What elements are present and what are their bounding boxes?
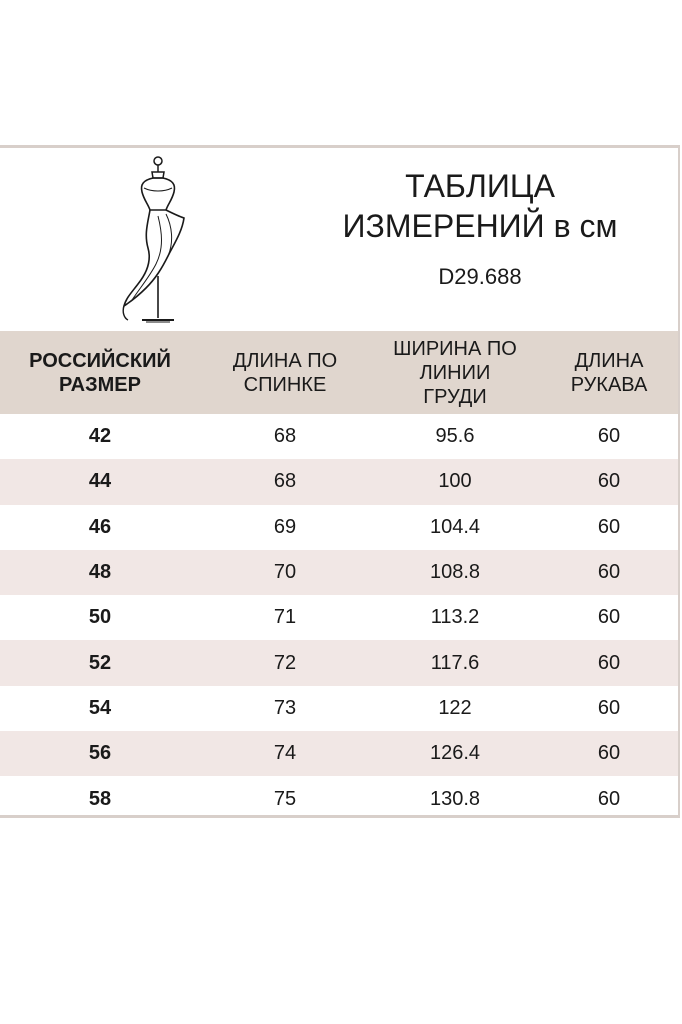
cell-sleeve-length: 60	[597, 470, 621, 493]
table-row	[0, 640, 678, 685]
cell-chest-width: 113.2	[430, 606, 480, 629]
table-row	[0, 414, 678, 459]
cell-chest-width: 104.4	[429, 515, 481, 538]
table-row	[0, 731, 678, 776]
header-russian-size: РОССИЙСКИЙ РАЗМЕР	[29, 349, 171, 396]
table-row	[0, 776, 678, 821]
cell-back-length: 71	[273, 606, 297, 629]
cell-back-length: 69	[273, 515, 297, 538]
cell-sleeve-length: 60	[597, 742, 621, 765]
cell-chest-width: 130.8	[429, 787, 481, 810]
size-table	[0, 331, 678, 822]
cell-back-length: 72	[273, 651, 297, 674]
cell-chest-width: 100	[438, 470, 472, 493]
title-block	[300, 166, 660, 290]
table-header-row	[0, 331, 678, 414]
cell-chest-width: 126.4	[429, 742, 481, 765]
table-row	[0, 505, 678, 550]
cell-back-length: 73	[273, 696, 297, 719]
cell-sleeve-length: 60	[597, 606, 621, 629]
cell-size: 42	[88, 425, 112, 448]
cell-sleeve-length: 60	[597, 787, 621, 810]
title-line-1: ТАБЛИЦА	[405, 168, 555, 204]
cell-sleeve-length: 60	[597, 561, 621, 584]
table-row	[0, 550, 678, 595]
cell-size: 48	[88, 561, 112, 584]
product-code: D29.688	[438, 264, 522, 289]
dress-mannequin-icon	[118, 156, 198, 324]
cell-sleeve-length: 60	[597, 651, 621, 674]
table-row	[0, 459, 678, 504]
cell-sleeve-length: 60	[597, 425, 621, 448]
cell-size: 54	[88, 696, 112, 719]
header-back-length: ДЛИНА ПО СПИНКЕ	[232, 349, 338, 396]
cell-size: 52	[88, 651, 112, 674]
title-line-2: ИЗМЕРЕНИЙ в см	[342, 208, 618, 244]
header-sleeve-length: ДЛИНА РУКАВА	[570, 349, 648, 396]
cell-back-length: 75	[273, 787, 297, 810]
table-row	[0, 595, 678, 640]
cell-back-length: 68	[273, 470, 297, 493]
cell-back-length: 68	[273, 425, 297, 448]
cell-sleeve-length: 60	[597, 515, 621, 538]
cell-chest-width: 95.6	[435, 425, 475, 448]
cell-chest-width: 122	[438, 696, 472, 719]
size-chart-card	[0, 145, 680, 818]
cell-back-length: 70	[273, 561, 297, 584]
cell-sleeve-length: 60	[597, 696, 621, 719]
cell-size: 44	[88, 470, 112, 493]
cell-size: 46	[88, 515, 112, 538]
cell-back-length: 74	[273, 742, 297, 765]
cell-chest-width: 117.6	[430, 651, 480, 674]
cell-size: 56	[88, 742, 112, 765]
cell-chest-width: 108.8	[429, 561, 481, 584]
header-chest-width: ШИРИНА ПО ЛИНИИ ГРУДИ	[393, 337, 517, 408]
cell-size: 58	[88, 787, 112, 810]
table-row	[0, 686, 678, 731]
cell-size: 50	[88, 606, 112, 629]
chart-header	[0, 148, 678, 331]
